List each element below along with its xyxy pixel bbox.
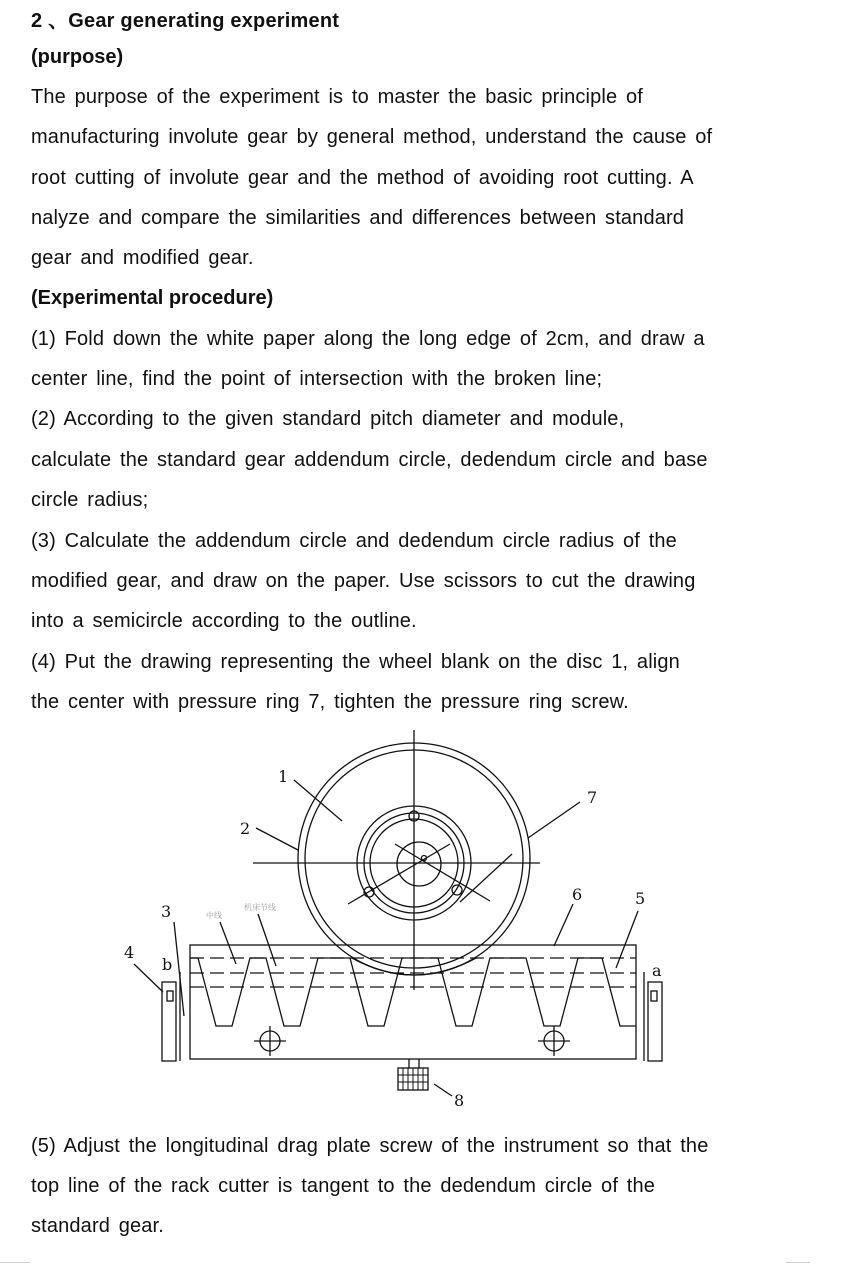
procedure-line: into a semicircle according to the outline. (31, 610, 417, 632)
procedure-line: (4) Put the drawing representing the wheel blank on the disc 1, align (31, 651, 680, 673)
purpose-line: root cutting of involute gear and the method of avoiding root cutting. A (31, 167, 694, 189)
procedure-line: (5) Adjust the longitudinal drag plate screw of the instrument so that the (31, 1135, 709, 1157)
label-pitch-line: 机床节线 (244, 903, 276, 912)
leader-7 (528, 802, 580, 838)
label-4: 4 (124, 943, 135, 962)
page-edge-mark-left (0, 1262, 30, 1263)
purpose-line: The purpose of the experiment is to master the basic principle of (31, 86, 643, 108)
procedure-line: calculate the standard gear addendum circle, dedendum circle and base (31, 449, 708, 471)
label-2: 2 (240, 819, 251, 838)
procedure-line: the center with pressure ring 7, tighten the pressure ring screw. (31, 691, 629, 713)
procedure-line: (3) Calculate the addendum circle and dedendum circle radius of the (31, 530, 677, 552)
center-diagonal-b (395, 844, 490, 901)
procedure-heading: (Experimental procedure) (31, 287, 274, 309)
right-clamp (648, 982, 662, 1061)
purpose-line: manufacturing involute gear by general method, understand the cause of (31, 126, 713, 148)
purpose-line: gear and modified gear. (31, 247, 254, 269)
gear-generator-diagram (120, 726, 680, 1116)
leader-5 (616, 911, 638, 968)
gear-generator-figure (120, 726, 680, 1116)
label-b: b (162, 955, 173, 974)
label-5: 5 (635, 889, 646, 908)
center-diagonal-c (460, 854, 512, 902)
page-edge-mark-right (786, 1262, 810, 1263)
procedure-line: standard gear. (31, 1215, 164, 1237)
ring-screw-right (452, 885, 462, 895)
purpose-heading: (purpose) (31, 46, 124, 68)
label-6: 6 (572, 885, 583, 904)
label-7: 7 (587, 788, 598, 807)
leader-8 (434, 1084, 452, 1096)
leader-2 (256, 828, 298, 850)
procedure-line: center line, find the point of intersection with the broken line; (31, 368, 603, 390)
left-clamp-slot (167, 991, 173, 1001)
procedure-line: modified gear, and draw on the paper. Use scissors to cut the drawing (31, 570, 696, 592)
procedure-line: (2) According to the given standard pitch diameter and module, (31, 408, 625, 430)
procedure-line: circle radius; (31, 489, 149, 511)
right-clamp-slot (651, 991, 657, 1001)
rack-body (190, 945, 636, 1059)
label-8: 8 (454, 1091, 465, 1110)
label-center-line: 中线 (206, 911, 222, 920)
label-1: 1 (278, 767, 289, 786)
leader-1 (294, 780, 342, 821)
procedure-line: top line of the rack cutter is tangent to the dedendum circle of the (31, 1175, 655, 1197)
section-title: 2 、Gear generating experiment (31, 10, 340, 32)
screw-knurl (398, 1068, 428, 1090)
label-a: a (652, 961, 662, 980)
leader-4 (134, 964, 163, 992)
purpose-line: nalyze and compare the similarities and differences between standard (31, 207, 685, 229)
left-clamp (162, 982, 176, 1061)
center-diagonal-a (348, 844, 450, 904)
leader-6 (554, 904, 573, 946)
procedure-line: (1) Fold down the white paper along the long edge of 2cm, and draw a (31, 328, 705, 350)
label-3: 3 (161, 902, 172, 921)
